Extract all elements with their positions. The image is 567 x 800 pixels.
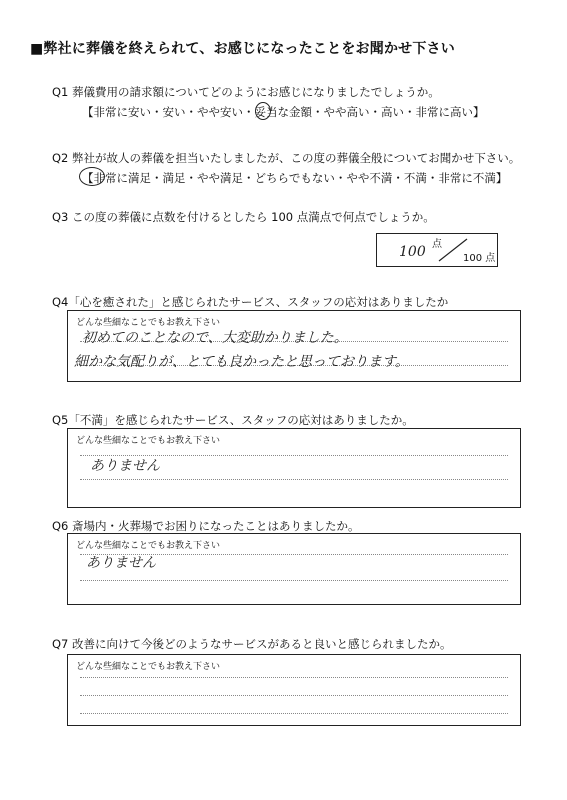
q6-answer: ありません xyxy=(86,555,156,571)
q4-hint: どんな些細なことでもお教え下さい xyxy=(76,318,221,328)
q4-answer-box xyxy=(67,310,521,382)
q5-answer-box xyxy=(67,428,521,508)
q6-answer-box xyxy=(67,533,521,605)
q6-question: Q6 斎場内・火葬場でお困りになったことはありましたか。 xyxy=(52,519,360,533)
q4-question: Q4「心を癒された」と感じられたサービス、スタッフの応対はありましたか xyxy=(52,295,449,309)
dotted-line xyxy=(80,695,508,696)
q7-answer-box xyxy=(67,654,521,726)
score-max: 100 点 xyxy=(463,253,496,264)
score-handwritten: 100 xyxy=(399,244,426,260)
page-title: ■弊社に葬儀を終えられて、お感じになったことをお聞かせ下さい xyxy=(30,41,455,57)
q2-options: 【非常に満足・満足・やや満足・どちらでもない・やや不満・不満・非常に不満】 xyxy=(82,171,508,185)
q1-question: Q1 葬儀費用の請求額についてどのようにお感じになりましたでしょうか。 xyxy=(52,85,440,99)
q4-answer-line2: 細かな気配りが、とても良かったと思っております。 xyxy=(74,354,409,370)
q2-question: Q2 弊社が故人の葬儀を担当いたしましたが、この度の葬儀全般についてお聞かせ下さい。 xyxy=(52,151,521,165)
dotted-line xyxy=(80,713,508,714)
q1-selection-circle xyxy=(255,102,271,120)
dotted-line xyxy=(80,580,508,581)
q4-answer-line1: 初めてのことなので、大変助かりました。 xyxy=(82,330,348,346)
q2-selection-circle xyxy=(79,167,105,186)
q6-hint: どんな些細なことでもお教え下さい xyxy=(76,541,221,551)
dotted-line xyxy=(80,677,508,678)
q7-question: Q7 改善に向けて今後どのようなサービスがあると良いと感じられましたか。 xyxy=(52,637,452,651)
q1-options: 【非常に安い・安い・やや安い・妥当な金額・やや高い・高い・非常に高い】 xyxy=(82,105,485,119)
q7-hint: どんな些細なことでもお教え下さい xyxy=(76,662,221,672)
q5-answer: ありません xyxy=(90,458,160,474)
score-unit: 点 xyxy=(432,239,442,250)
q5-question: Q5「不満」を感じられたサービス、スタッフの応対はありましたか。 xyxy=(52,413,414,427)
q3-question: Q3 この度の葬儀に点数を付けるとしたら 100 点満点で何点でしょうか。 xyxy=(52,210,435,224)
dotted-line xyxy=(80,479,508,480)
q5-hint: どんな些細なことでもお教え下さい xyxy=(76,436,221,446)
score-box xyxy=(376,233,498,267)
